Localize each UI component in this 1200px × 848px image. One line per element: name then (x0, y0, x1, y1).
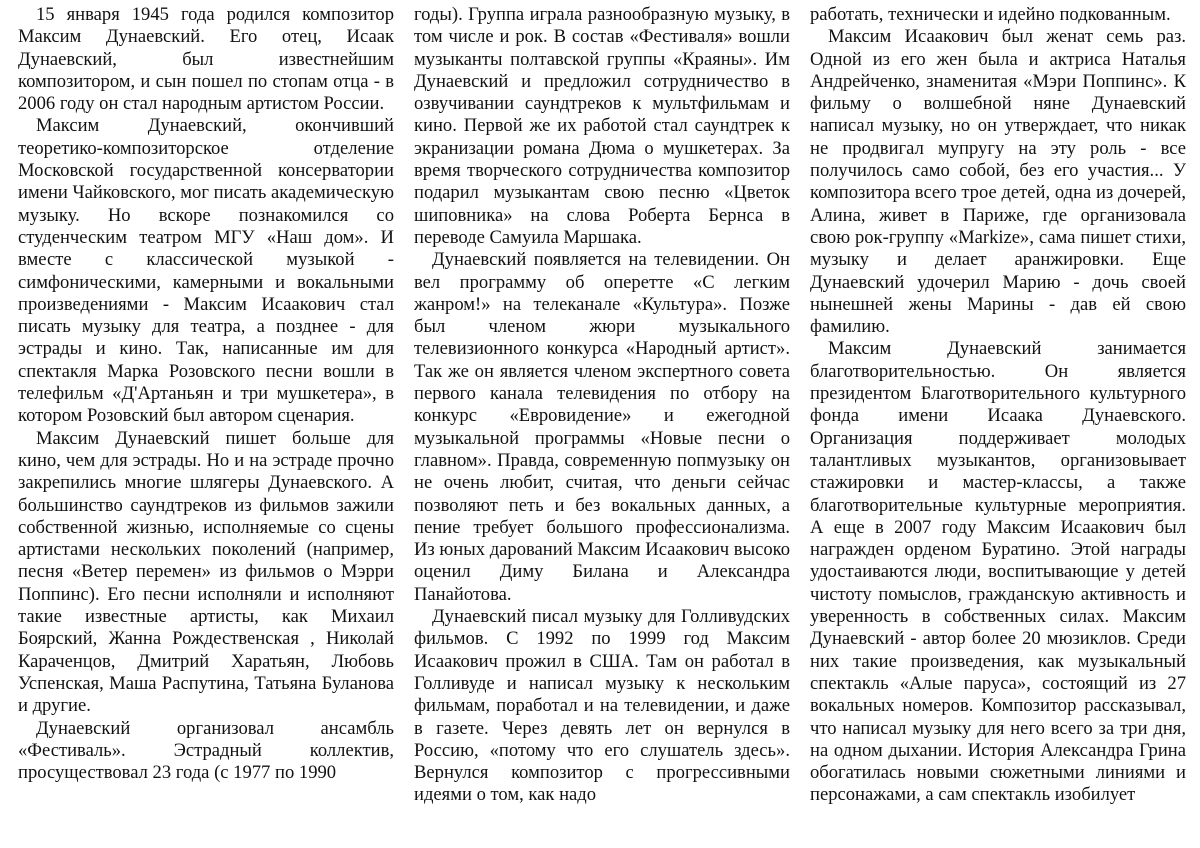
paragraph-continued: годы). Группа играла разнообразную музыку, в том числе и рок. В состав «Фестиваля» вошли музыканты полтавской группы «Краяны». Им Дунаевский и предложил сотрудничество в озвучивании саундтреков к мультфильмам и кино. Первой же их работой стал саундтрек к экранизации романа Дюма о мушкетерах. За время творческого сотрудничества композитор подарил музыкантам свою песню «Цветок шиповника» на слова Роберта Бернса в переводе Самуила Маршака. (414, 4, 790, 248)
text-column-1 (18, 4, 394, 848)
paragraph: Максим Дунаевский пишет больше для кино, чем для эстрады. Но и на эстраде прочно закрепились многие шлягеры Дунаевского. А большинство саундтреков из фильмов зажили собственной жизнью, исполняемые со сцены артистами нескольких поколений (например, песня «Ветер перемен» из фильмов о Мэрри Поппинс). Его песни исполняли и исполняют такие известные артисты, как Михаил Боярский, Жанна Рождественская , Николай Караченцов, Дмитрий Харатьян, Любовь Успенская, Маша Распутина, Татьяна Буланова и другие. (18, 427, 394, 717)
paragraph: 15 января 1945 года родился композитор Максим Дунаевский. Его отец, Исаак Дунаевский, был известнейшим композитором, и сын пошел по стопам отца - в 2006 году он стал народным артистом России. (18, 4, 394, 115)
text-column-2 (414, 4, 790, 848)
paragraph: Максим Дунаевский занимается благотворительностью. Он является президентом Благотворительного культурного фонда имени Исаака Дунаевского. Организация поддерживает молодых талантливых музыкантов, организовывает стажировки и мастер-классы, а также благотворительные культурные мероприятия. А еще в 2007 году Максим Исаакович был награжден орденом Буратино. Этой награды удостаиваются люди, воспитывающие у детей чистоту помыслов, гражданскую активность и уверенность в собственных силах. Максим Дунаевский - автор более 20 мюзиклов. Среди них такие произведения, как музыкальный спектакль «Алые паруса», состоящий из 27 вокальных номеров. Композитор рассказывал, что написал музыку для него всего за три дня, на одном дыхании. История Александра Грина обогатилась новыми сюжетными линиями и персонажами, а сам спектакль изобилует (810, 338, 1186, 806)
text-column-3 (810, 4, 1186, 848)
paragraph: Дунаевский писал музыку для Голливудских фильмов. С 1992 по 1999 год Максим Исаакович прожил в США. Там он работал в Голливуде и написал музыку к нескольким фильмам, поработал и на телевидении, и даже в газете. Через девять лет он вернулся в Россию, «потому что его слушатель здесь». Вернулся композитор с прогрессивными идеями о том, как надо (414, 606, 790, 806)
paragraph: Дунаевский организовал ансамбль «Фестиваль». Эстрадный коллектив, просуществовал 23 года (с 1977 по 1990 (18, 717, 394, 784)
paragraph-continued: работать, технически и идейно подкованным. (810, 4, 1171, 25)
paragraph: Максим Исаакович был женат семь раз. Одной из его жен была и актриса Наталья Андрейченко, знаменитая «Мэри Поппинс». К фильму о волшебной няне Дунаевский написал музыку, но он утверждает, что никак не продвигал мупругу на эту роль - все получилось само собой, без его участия... У композитора всего трое детей, одна из дочерей, Алина, живет в Париже, где организовала свою рок-группу «Markize», сама пишет стихи, музыку и делает аранжировки. Еще Дунаевский удочерил Марию - дочь своей нынешней жены Марины - дав ей свою фамилию. (810, 26, 1186, 338)
paragraph: Дунаевский появляется на телевидении. Он вел программу об оперетте «С легким жанром!» на телеканале «Культура». Позже был членом жюри музыкального телевизионного конкурса «Народный артист». Так же он является членом экспертного совета первого канала телевидения по отбору на конкурс «Евровидение» и ежегодной музыкальной программы «Новые песни о главном». Правда, современную попмузыку он не очень любит, считая, что деньги сейчас позволяют петь и без вокальных данных, а пение требует большого профессионализма. Из юных дарований Максим Исаакович высоко оценил Диму Билана и Александра Панайотова. (414, 249, 791, 605)
paragraph: Максим Дунаевский, окончивший теоретико-композиторское отделение Московской государственной консерватории имени Чайковского, мог писать академическую музыку. Но вскоре познакомился со студенческим театром МГУ «Наш дом». И вместе с классической музыкой - симфоническими, камерными и вокальными произведениями - Максим Исаакович стал писать музыку для театра, а позднее - для эстрады и кино. Так, написанные им для спектакля Марка Розовского песни вошли в телефильм «Д'Артаньян и три мушкетера», в котором Розовский был автором сценария. (18, 115, 394, 427)
